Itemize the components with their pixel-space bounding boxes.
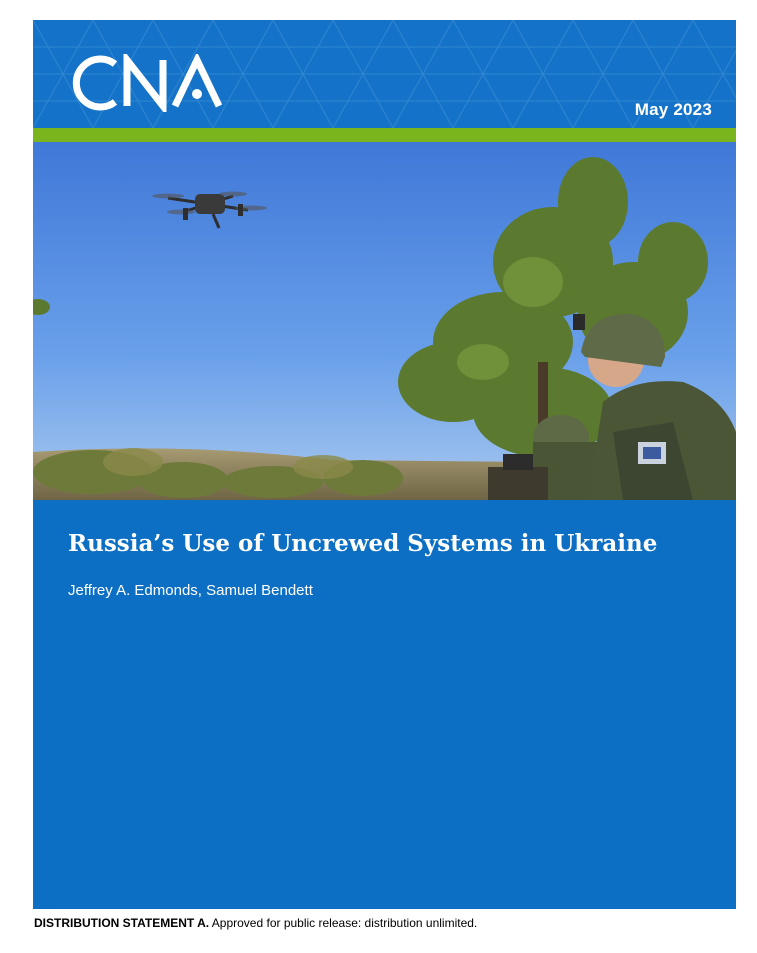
cover-photo	[33, 142, 736, 500]
publication-date: May 2023	[634, 100, 712, 119]
report-cover	[33, 20, 736, 909]
distribution-statement-label: DISTRIBUTION STATEMENT A.	[34, 916, 210, 930]
report-title: Russia’s Use of Uncrewed Systems in Ukraine	[68, 530, 658, 557]
distribution-statement	[34, 916, 477, 930]
cover-header	[33, 20, 736, 128]
accent-bar	[33, 128, 736, 142]
cna-logo-mark	[67, 54, 227, 112]
distribution-statement-text: Approved for public release: distribution unlimited.	[211, 916, 478, 930]
cna-logo	[67, 54, 227, 117]
drone-field-photo	[33, 142, 736, 500]
report-authors: Jeffrey A. Edmonds, Samuel Bendett	[68, 582, 313, 599]
